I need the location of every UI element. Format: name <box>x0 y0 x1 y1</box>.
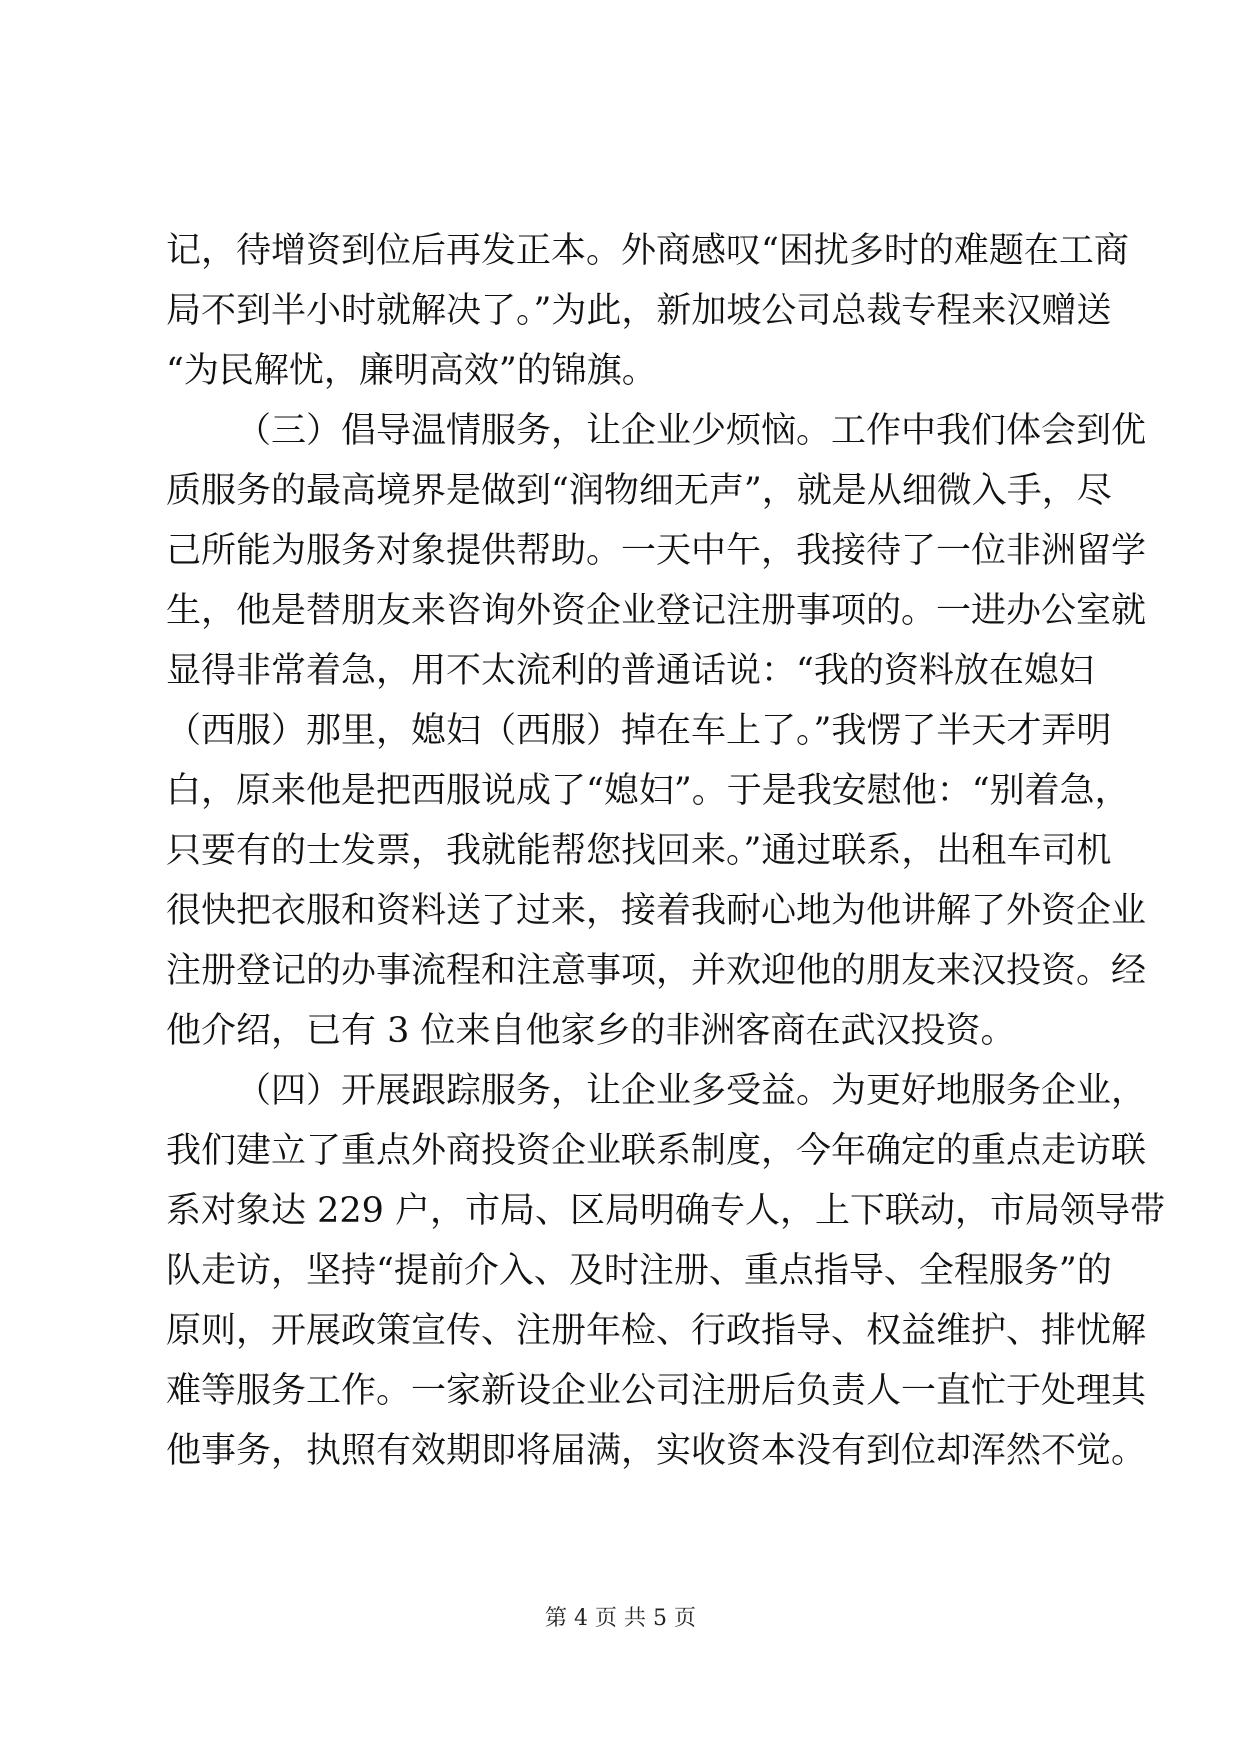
text-line: 记，待增资到位后再发正本。外商感叹“困扰多时的难题在工商 <box>166 231 1129 271</box>
paragraph-heading-line: （四）开展跟踪服务，让企业多受益。为更好地服务企业， <box>236 1071 1147 1111</box>
text-line: 系对象达 229 户，市局、区局明确专人，上下联动，市局领导带 <box>166 1191 1166 1231</box>
text-line: 我们建立了重点外商投资企业联系制度，今年确定的重点走访联 <box>166 1131 1147 1171</box>
text-line: 生，他是替朋友来咨询外资企业登记注册事项的。一进办公室就 <box>166 591 1147 631</box>
text-line: 很快把衣服和资料送了过来，接着我耐心地为他讲解了外资企业 <box>166 891 1147 931</box>
text-line: 他事务，执照有效期即将届满，实收资本没有到位却浑然不觉。 <box>166 1431 1147 1471</box>
text-line: 局不到半小时就解决了。”为此，新加坡公司总裁专程来汉赠送 <box>166 291 1112 331</box>
text-line: 质服务的最高境界是做到“润物细无声”，就是从细微入手，尽 <box>166 471 1112 511</box>
text-line: 显得非常着急，用不太流利的普通话说：“我的资料放在媳妇 <box>166 651 1094 691</box>
text-line: （西服）那里，媳妇（西服）掉在车上了。”我愣了半天才弄明 <box>166 711 1112 751</box>
page-footer: 第 4 页 共 5 页 <box>545 1606 696 1631</box>
text-line: 难等服务工作。一家新设企业公司注册后负责人一直忙于处理其 <box>166 1371 1147 1411</box>
text-line: 队走访，坚持“提前介入、及时注册、重点指导、全程服务”的 <box>166 1251 1112 1291</box>
text-line: 原则，开展政策宣传、注册年检、行政指导、权益维护、排忧解 <box>166 1311 1147 1351</box>
text-line: 己所能为服务对象提供帮助。一天中午，我接待了一位非洲留学 <box>166 531 1147 571</box>
text-line: “为民解忧，廉明高效”的锦旗。 <box>166 351 657 391</box>
text-line: 白，原来他是把西服说成了“媳妇”。于是我安慰他：“别着急， <box>166 771 1130 811</box>
text-line: 他介绍，已有 3 位来自他家乡的非洲客商在武汉投资。 <box>166 1011 1016 1051</box>
text-line: 注册登记的办事流程和注意事项，并欢迎他的朋友来汉投资。经 <box>166 951 1147 991</box>
paragraph-heading-line: （三）倡导温情服务，让企业少烦恼。工作中我们体会到优 <box>236 411 1147 451</box>
text-line: 只要有的士发票，我就能帮您找回来。”通过联系，出租车司机 <box>166 831 1112 871</box>
